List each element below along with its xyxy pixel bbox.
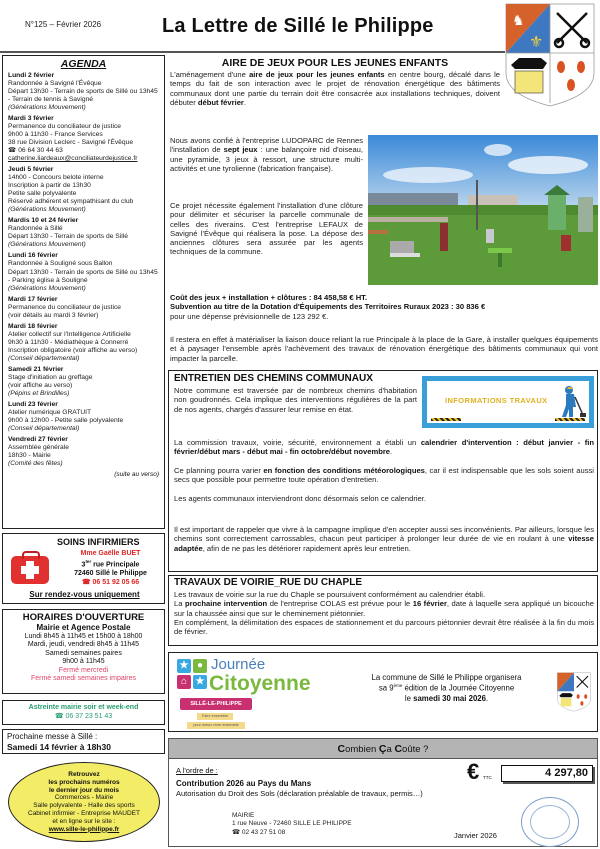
event-line: 14h00 - Concours belote interne xyxy=(8,174,104,182)
event-line: Stage d'initiation au greffage xyxy=(8,373,93,381)
budget-line: pour une dépense prévisionnelle de 123 292 €. xyxy=(170,311,329,321)
event-line: (voir affiche au verso) xyxy=(8,381,73,389)
event-line: Atelier numérique GRATUIT xyxy=(8,409,92,417)
event-date: Vendredi 27 février xyxy=(8,436,68,444)
town-badge: SILLÉ-LE-PHILIPPE xyxy=(180,698,252,710)
svg-text:♞: ♞ xyxy=(512,13,525,29)
event-line: Inscription à partir de 13h30 xyxy=(8,182,91,190)
agenda-event xyxy=(8,436,159,468)
playground-photo xyxy=(368,135,598,285)
announcement-line: La commune de Sillé le Philippe organisera xyxy=(371,673,522,682)
event-organizer: (Comité des fêtes) xyxy=(8,460,63,468)
hazard-stripe xyxy=(431,418,461,421)
mass-box xyxy=(2,729,165,754)
ttc-label: TTC xyxy=(483,775,492,780)
on-call-title: Astreinte mairie soir et week-end xyxy=(28,704,139,711)
citizen-day-word2: Citoyenne xyxy=(209,672,311,695)
find-us-bold-line: Retrouvez xyxy=(68,771,100,778)
roadworks-line: En complément, la délimitation des espaces de stationnement et du parcours piétonnier devrait être réalisée à la fin du mois de février. xyxy=(174,617,594,636)
document-date: Janvier 2026 xyxy=(454,831,497,840)
website-link[interactable]: www.sille-le-philippe.fr xyxy=(48,825,120,833)
town-hall-stamp-icon xyxy=(521,797,579,847)
on-call-phone: ☎ 06 37 23 51 43 xyxy=(54,713,113,721)
payable-to-label: A l'ordre de : xyxy=(176,766,218,775)
find-us-line: Cabinet infirmier - Entreprise MAUDET xyxy=(28,809,140,817)
hours-line: Samedi semaines paires xyxy=(45,649,122,657)
event-date: Lundi 23 février xyxy=(8,400,58,408)
first-aid-kit-icon xyxy=(11,556,49,584)
roadworks-line: La prochaine intervention de l'entreprise COLAS est prévue pour le 16 février, date à laquelle sera appliqué un bicouche sur la chaussée ainsi que sur le cheminement piétonnier. xyxy=(174,599,595,618)
nurse-city: 72460 Sillé le Philippe xyxy=(74,569,147,577)
event-line: Randonnée à Souligné sous Ballon xyxy=(8,260,113,268)
on-call-box xyxy=(2,700,165,725)
event-line: Assemblée générale xyxy=(8,444,69,452)
header-divider xyxy=(0,51,505,53)
info-works-label: INFORMATIONS TRAVAUX xyxy=(445,396,548,405)
hours-title: HORAIRES D'OUVERTURE xyxy=(22,612,145,623)
agenda-box xyxy=(2,55,165,529)
info-works-banner xyxy=(422,376,594,428)
event-organizer: (Générations Mouvement) xyxy=(8,206,86,214)
find-us-line: Salle polyvalente - Halle des sports xyxy=(33,802,135,810)
closed-line: Fermé mercredi xyxy=(58,666,109,674)
issue-number: N°125 – Février 2026 xyxy=(25,20,102,29)
event-date: Mardi 18 février xyxy=(8,322,58,330)
event-line: Randonnée à Sillé xyxy=(8,225,63,233)
continued-note: (suite au verso) xyxy=(114,471,159,479)
event-organizer: (Générations Mouvement) xyxy=(8,103,86,111)
find-us-ellipse xyxy=(8,762,160,842)
event-email-link[interactable]: catherine.liardeaux@conciliateurdejustice.fr xyxy=(8,155,138,163)
event-date: Mardi 17 février xyxy=(8,295,58,303)
nursing-title: SOINS INFIRMIERS xyxy=(57,537,140,547)
event-organizer: (Conseil départemental) xyxy=(8,354,80,362)
find-us-bold-line: le dernier jour du mois xyxy=(48,786,120,794)
agenda-title: AGENDA xyxy=(60,58,107,70)
cost-box xyxy=(168,738,598,847)
tree-icon: ● xyxy=(193,659,207,673)
agenda-event xyxy=(8,296,159,320)
town-hall-phone: ☎ 02 43 27 51 08 xyxy=(232,828,286,836)
roadworks-title: TRAVAUX DE VOIRIE_RUE DU CHAPLE xyxy=(174,577,362,588)
path-reminder: Il est important de rappeler que vivre à la campagne implique d'en accepter aussi ses inconvénients. Par ailleurs, lorsque les chemins sont correctement carrossables, chacun peut participer à prolonger leur durée de vie en roulant à une vitesse adaptée, afin de ne pas les détériorer rapidement après leur entretien. xyxy=(174,525,594,553)
coat-of-arms-icon xyxy=(505,3,595,107)
citizen-day-word1: Journée xyxy=(211,656,266,673)
event-line: Départ 13h30 - Terrain de sports de Sillé ou 13h45 - Terrain de tennis à Savigné xyxy=(8,87,158,103)
cost-line: Coût des jeux + installation + clôtures : 84 458,58 € HT. xyxy=(170,293,368,302)
agenda-event xyxy=(8,366,159,398)
event-organizer: (Conseil départemental) xyxy=(8,425,80,433)
house-icon: ⌂ xyxy=(177,675,191,689)
agenda-event xyxy=(8,72,159,112)
agenda-event xyxy=(8,323,159,363)
path-maintenance-title: ENTRETIEN DES CHEMINS COMMUNAUX xyxy=(174,373,373,384)
event-line: Permanence du conciliateur de justice xyxy=(8,303,122,311)
tagline: pour mieux vivre ensemble xyxy=(187,722,245,729)
find-us-line: et en ligne sur le site : xyxy=(52,817,116,825)
event-line: 9h30 à 11h30 - Médiathèque à Connerré xyxy=(8,338,129,346)
event-line: Départ 13h30 - Terrain de sports de Sillé xyxy=(8,233,128,241)
event-line: 38 rue Division Leclerc - Savigné l'Évêque xyxy=(8,139,134,147)
event-line: (voir détails au mardi 3 février) xyxy=(8,311,99,319)
announcement-line: le samedi 30 mai 2026. xyxy=(404,693,489,703)
citizen-day-logo xyxy=(175,657,335,729)
coat-of-arms-small-icon xyxy=(557,662,591,722)
person-icon: ★ xyxy=(193,675,207,689)
event-line: Départ 13h30 - Terrain de sports de Sillé ou 13h45 - Parking église à Souligné xyxy=(8,268,158,284)
path-agents: Les agents communaux interviendront donc désormais selon ce calendrier. xyxy=(174,494,426,503)
event-line: 18h30 - Mairie xyxy=(8,452,51,460)
path-weather: Ce planning pourra varier en fonction des conditions météorologiques, car il est indispensable que les sols soient aussi secs que possible pour permettre toute opération d'entretien. xyxy=(174,466,594,485)
playground-next-steps: Il restera en effet à matérialiser la liaison douce reliant la rue Principale à la place de la Gare, à installer quelques équipements et à paysager l'ensemble après l'achèvement des travaux de rénovation énergétique des bâtiments communaux qui vont impacter la parcelle. xyxy=(170,335,598,363)
playground-intro: L'aménagement d'une aire de jeux pour les jeunes enfants en centre bourg, décalé dans le temps du fait de son interaction avec le projet de rénovation énergétique des bâtiments communaux dont une partie du terrain doit être consacrée aux installations techniques, doivent débuter début février. xyxy=(170,70,501,107)
closed-line: Fermé samedi semaines impaires xyxy=(30,674,137,682)
town-hall-street: 1 rue Neuve - 72460 SILLE LE PHILIPPE xyxy=(232,820,352,828)
hours-line: Mardi, jeudi, vendredi 8h45 à 11h45 xyxy=(27,641,140,649)
event-line: 9h00 à 11h30 - France Services xyxy=(8,131,103,139)
event-line: Permanence du conciliateur de justice xyxy=(8,122,122,130)
roadworks-text xyxy=(174,590,594,636)
subsidy-line: Subvention au titre de la Dotation d'Équipements des Territoires Ruraux 2023 : 30 836 € xyxy=(170,302,486,312)
event-organizer: (Générations Mouvement) xyxy=(8,241,86,249)
playground-cost xyxy=(170,293,598,321)
event-line: Réservé adhérent et sympathisant du club xyxy=(8,198,134,206)
event-organizer: (Générations Mouvement) xyxy=(8,284,86,292)
tagline: Faire ensemble xyxy=(197,713,233,720)
contribution-description: Autorisation du Droit des Sols (déclaration préalable de travaux, permis…) xyxy=(176,789,423,798)
playground-games: Nous avons confié à l'entreprise LUDOPARC de Rennes l'installation de sept jeux : une balançoire nid d'oiseau, une pyramide, 3 jeux à ressort, une structure multi-activités et une tyrolienne (fabrication française). xyxy=(170,136,364,173)
amount-value: 4 297,80 xyxy=(501,765,593,782)
nurse-address: $3^{ter}$ rue Principale xyxy=(81,558,140,569)
event-line: Randonnée à Savigné l'Évêque xyxy=(8,79,102,87)
appointment-note: Sur rendez-vous uniquement xyxy=(29,590,140,599)
citizen-day-announcement xyxy=(344,673,549,704)
find-us-line: Commerces - Mairie xyxy=(54,794,114,802)
newsletter-title: La Lettre de Sillé le Philippe xyxy=(162,15,434,37)
event-organizer: (Pépins et Brindilles) xyxy=(8,389,70,397)
mass-label: Prochaine messe à Sillé : xyxy=(7,732,98,741)
agenda-event xyxy=(8,217,159,249)
nurse-contact xyxy=(58,550,163,587)
event-date: Jeudi 5 février xyxy=(8,166,54,174)
hours-line: Lundi 8h45 à 11h45 et 15h00 à 18h00 xyxy=(24,632,143,640)
town-hall-name: MAIRIE xyxy=(232,812,255,819)
euro-icon: € xyxy=(467,759,480,784)
announcement-line: sa 9ème édition de la Journée Citoyenne xyxy=(378,683,515,693)
find-us-bold-line: les prochains numéros xyxy=(48,778,120,786)
contribution-label: Contribution 2026 au Pays du Mans xyxy=(176,779,312,788)
path-maintenance-intro: Notre commune est traversée par de nombreux chemins d'habitation non goudronnés. Cela implique des interventions régulières de la part de nos agents, chargés d'assurer leur remise en état. xyxy=(174,386,417,414)
nurse-phone: ☎ 06 51 92 05 66 xyxy=(81,578,140,586)
mass-date: Samedi 14 février à 18h30 xyxy=(7,741,111,752)
agenda-event xyxy=(8,166,159,214)
event-date: Lundi 2 février xyxy=(8,71,55,79)
event-line: Petite salle polyvalente xyxy=(8,190,77,198)
person-icon: ★ xyxy=(177,659,191,673)
town-hall-address xyxy=(232,812,352,837)
event-date: Mardi 3 février xyxy=(8,114,54,122)
event-line: Atelier collectif sur l'Intelligence Artificielle xyxy=(8,330,131,338)
event-date: Mardis 10 et 24 février xyxy=(8,217,79,225)
event-date: Samedi 21 février xyxy=(8,365,64,373)
playground-fence: Ce projet nécessite également l'installation d'une clôture pour délimiter et sécuriser la parcelle communale de celles des riverains. C'est l'entreprise LEFAUX de Savigné l'Évêque qui réalisera la pose. La dépose des anciennes clôtures sera assurée par les agents techniques de la commune. xyxy=(170,201,363,257)
svg-text:⚜: ⚜ xyxy=(529,32,544,51)
opening-hours-box xyxy=(2,609,165,694)
nursing-care-box xyxy=(2,533,165,604)
event-date: Lundi 16 février xyxy=(8,252,58,260)
agenda-event xyxy=(8,115,159,163)
cost-box-title: Combien Ça Coûte ? xyxy=(169,739,597,759)
roadworks-line: Les travaux de voirie sur la rue du Chaple se poursuivent conformément au calendrier établi. xyxy=(174,590,486,599)
agenda-event xyxy=(8,401,159,433)
nurse-name: Mme Gaëlle BUET xyxy=(80,550,141,557)
hazard-stripe xyxy=(555,418,585,421)
worker-digging-icon xyxy=(559,385,587,419)
event-line: Inscription obligatoire (voir affiche au verso) xyxy=(8,346,138,354)
playground-title: AIRE DE JEUX POUR LES JEUNES ENFANTS xyxy=(221,57,449,69)
citizen-day-box xyxy=(168,652,598,732)
path-calendar: La commission travaux, voirie, sécurité, environnement a établi un calendrier d'intervention : début janvier - fin février/début mars - début mai - fin octobre/début novembre. xyxy=(174,438,594,457)
event-phone: ☎ 06 64 30 44 63 xyxy=(8,147,63,155)
agenda-event xyxy=(8,252,159,292)
hours-line: 9h00 à 11h45 xyxy=(62,658,105,666)
event-line: 9h00 à 12h00 - Petite salle polyvalente xyxy=(8,417,124,425)
hours-subtitle: Mairie et Agence Postale xyxy=(36,623,131,633)
